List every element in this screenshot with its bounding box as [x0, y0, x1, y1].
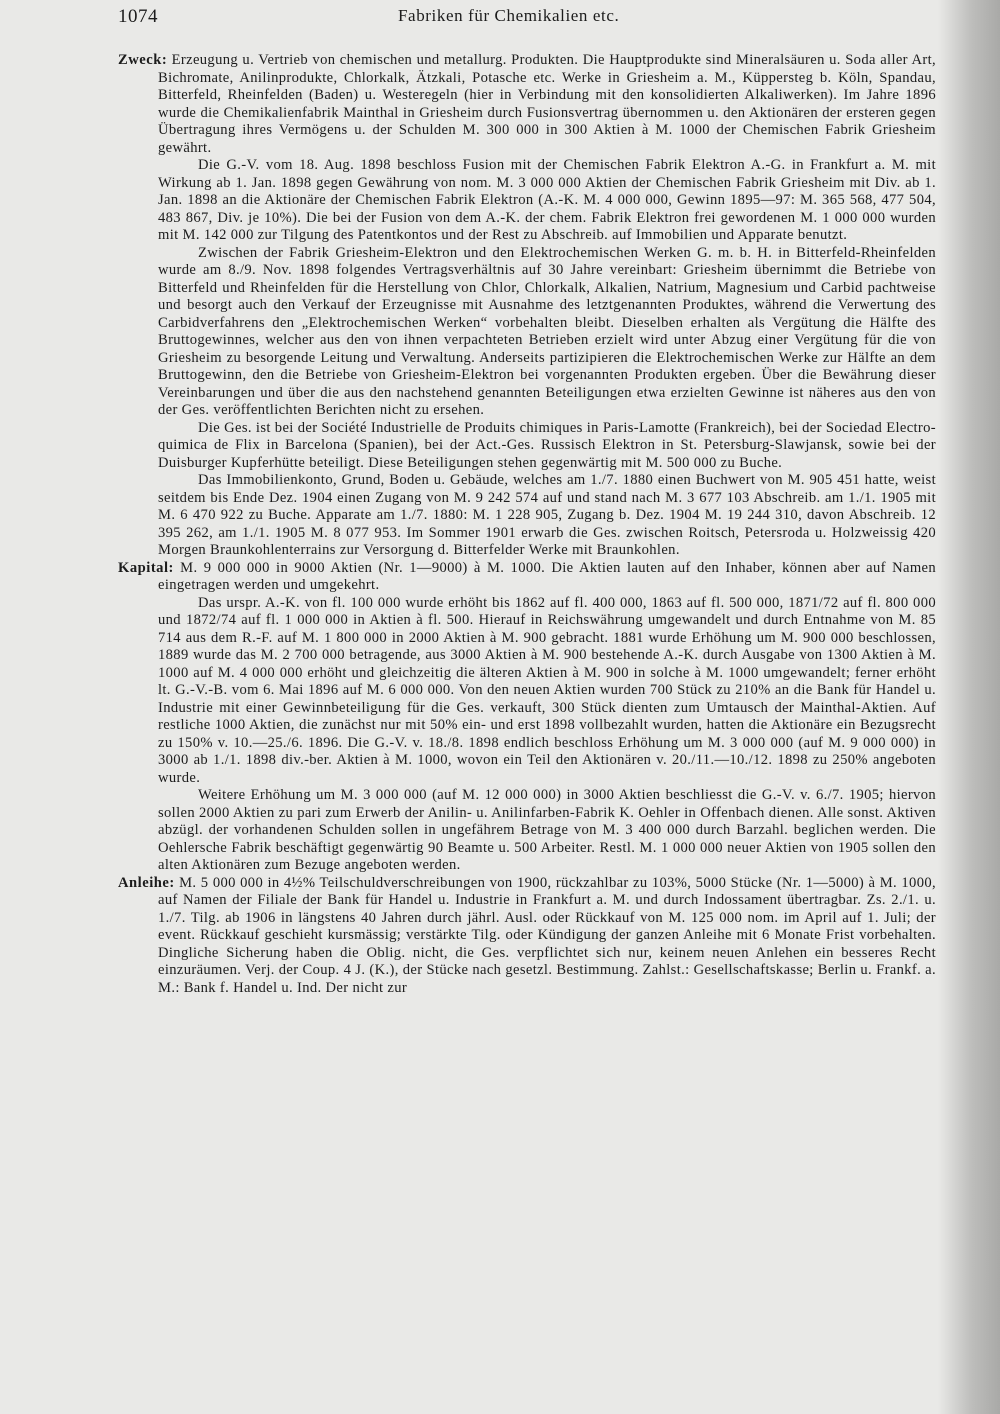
anleihe-text-1: M. 5 000 000 in 4½% Teilschuldverschreibungen von 1900, rückzahlbar zu 103%, 5000 Stücke (Nr. 1—5000) à M. 1000, auf Namen der Filiale der Bank für Handel u. Industrie in Frankfurt a. M. und durch Indossament übertragbar. Zs. 2./1. u. 1./7. Tilg. ab 1906 in längstens 40 Jahren durch jährl. Ausl. oder Rückkauf von M. 125 000 nom. im April auf 1. Juli; der event. Rückkauf geschieht kursmässig; verstärkte Tilg. oder Kündigung der ganzen Anleihe mit 6 Monate Frist vorbehalten. Dingliche Sicherung haben die Oblig. nicht, die Ges. verpflichtet sich nur, keinem neuen Anlehen ein besseres Recht einzuräumen. Verj. der Coup. 4 J. (K.), der Stücke nach gesetzl. Bestimmung. Zahlst.: Gesellschaftskasse; Berlin u. Frankf. a. M.: Bank f. Handel u. Ind. Der nicht zur	[158, 874, 936, 996]
kapital-label: Kapital:	[118, 559, 174, 576]
zweck-real-estate-paragraph: Das Immobilienkonto, Grund, Boden u. Gebäude, welches am 1./7. 1880 einen Buchwert von M. 905 451 hatte, weist seitdem bis Ende Dez. 1904 einen Zugang von M. 9 242 574 auf und stand nach M. 3 677 103 Abschreib. am 1./1. 1905 mit M. 6 470 922 zu Buche. Apparate am 1./7. 1880: M. 1 228 905, Zugang b. Dez. 1904 M. 19 244 310, davon Abschreib. 12 395 262, am 1./1. 1905 M. 8 077 953. Im Sommer 1901 erwarb die Ges. zwischen Roitsch, Petersroda u. Holzweissig 420 Morgen Braunkohlenterrains zur Versorgung d. Bitterfelder Werke mit Braunkohlen.	[158, 472, 936, 558]
zweck-contract-paragraph: Zwischen der Fabrik Griesheim-Elektron und den Elektrochemischen Werken G. m. b. H. in Bitterfeld-Rheinfelden wurde am 8./9. Nov. 1898 folgendes Vertragsverhältnis auf 30 Jahre vereinbart: Griesheim übernimmt die Betriebe von Bitterfeld und Rheinfelden für die Herstellung von Chlor, Chlorkalk, Alkalien, Natrium, Magnesium und Carbid pachtweise und besorgt auch den Verkauf der Erzeugnisse mit Ausnahme des letztgenannten Produktes, während die Verwertung des Carbidverfahrens den „Elektrochemischen Werken“ vorbehalten bleibt. Dieselben erhalten als Vergütung die Hälfte des Bruttogewinnes, welcher aus den von ihnen verpachteten Betrieben erzielt wird unter Abzug einer Vergütung für die von Griesheim zu besorgende Leitung und Verwaltung. Anderseits partizipieren die Elektrochemischen Werke zur Hälfte an dem Bruttogewinn, den die Betriebe von Griesheim-Elektron bei vorgenannten Produkten ergeben. Über die Bewährung dieser Vereinbarungen und über die aus den nachstehend genannten Beteiligungen etwa erzielten Gewinne ist näheres aus den von der Ges. veröffentlichten Berichten nicht zu ersehen.	[158, 244, 936, 418]
kapital-paragraph	[118, 560, 936, 595]
zweck-label: Zweck:	[118, 52, 168, 68]
page-number: 1074	[118, 6, 158, 27]
zweck-text-1: Erzeugung u. Vertrieb von chemischen und metallurg. Produkten. Die Hauptprodukte sind Mineralsäuren u. Soda aller Art, Bichromate, Anilinprodukte, Chlorkalk, Ätzkali, Potasche etc. Werke in Griesheim a. M., Küppersteg b. Köln, Spandau, Bitterfeld, Rheinfelden (Baden) u. Westeregeln (hier in Verbindung mit den konsolidierten Alkaliwerken). Im Jahre 1896 wurde die Chemikalienfabrik Mainthal in Griesheim durch Fusionsvertrag übernommen u. den Aktionären der ersteren gegen Übertragung ihres Vermögens u. der Schulden M. 300 000 in 300 Aktien à M. 1000 der Chemischen Fabrik Griesheim gewährt.	[158, 52, 936, 156]
zweck-paragraph	[118, 52, 936, 157]
page-header	[118, 6, 938, 32]
kapital-text-1: M. 9 000 000 in 9000 Aktien (Nr. 1—9000) à M. 1000. Die Aktien lauten auf den Inhaber, können aber auf Namen eingetragen werden und umgekehrt.	[158, 559, 936, 593]
body-text	[118, 52, 936, 997]
kapital-increase-paragraph: Weitere Erhöhung um M. 3 000 000 (auf M. 12 000 000) in 3000 Aktien beschliesst die G.-V. v. 6./7. 1905; hiervon sollen 2000 Aktien zu pari zum Erwerb der Anilin- u. Anilinfarben-Fabrik K. Oehler in Offenbach dienen. Alle sonst. Aktiven abzügl. der vorhandenen Schulden sollen in ungefährem Betrage von M. 3 400 000 durch Barzahl. beglichen werden. Die Oehlersche Fabrik beschäftigt gegenwärtig 90 Beamte u. 500 Arbeiter. Restl. M. 1 000 000 neuer Aktien von 1905 sollen den alten Aktionären zum Bezuge angeboten werden.	[158, 787, 936, 873]
anleihe-paragraph	[118, 875, 936, 998]
anleihe-label: Anleihe:	[118, 874, 175, 891]
kapital-history-paragraph: Das urspr. A.-K. von fl. 100 000 wurde erhöht bis 1862 auf fl. 400 000, 1863 auf fl. 500 000, 1871/72 auf fl. 800 000 und 1872/74 auf fl. 1 000 000 in Aktien à fl. 500. Hierauf in Reichswährung umgewandelt und durch Entnahme von M. 85 714 aus dem R.-F. auf M. 1 800 000 in 2000 Aktien à M. 900 gebracht. 1881 wurde Erhöhung um M. 900 000 beschlossen, 1889 wurde das M. 2 700 000 betragende, aus 3000 Aktien à M. 900 bestehende A.-K. durch Ausgabe von 1300 Aktien à M. 1000 auf M. 4 000 000 erhöht und gleichzeitig die älteren Aktien à M. 900 in solche à M. 1000 umgewandelt; ferner erhöht lt. G.-V.-B. vom 6. Mai 1896 auf M. 6 000 000. Von den neuen Aktien wurden 700 Stück zu 210% an die Bank für Handel u. Industrie mit einer Gewinnbeteiligung für die Ges. verkauft, 300 Stück dienten zum Umtausch der Mainthal-Aktien. Auf restliche 1000 Aktien, die zunächst nur mit 50% ein- und erst 1898 vollbezahlt wurden, hatten die Aktionäre ein Bezugsrecht zu 150% v. 10.—25./6. 1896. Die G.-V. v. 18./8. 1898 endlich beschloss Erhöhung um M. 3 000 000 (auf M. 9 000 000) in 3000 ab 1./1. 1898 div.-ber. Aktien à M. 1000, wovon ein Teil den Aktionären v. 20./11.—10./12. 1898 zu 250% angeboten wurde.	[158, 594, 936, 786]
zweck-fusion-paragraph: Die G.-V. vom 18. Aug. 1898 beschloss Fusion mit der Chemischen Fabrik Elektron A.-G. in Frankfurt a. M. mit Wirkung ab 1. Jan. 1898 gegen Gewährung von nom. M. 3 000 000 Aktien der Chemischen Fabrik Griesheim mit Div. ab 1. Jan. 1898 an die Aktionäre der Chemischen Fabrik Elektron (A.-K. M. 4 000 000, Gewinn 1895—97: M. 365 568, 477 504, 483 867, Div. je 10%). Die bei der Fusion von dem A.-K. der chem. Fabrik Elektron frei gewordenen M. 1 000 000 wurden mit M. 142 000 zur Tilgung des Patentkontos und der Rest zu Abschreib. auf Immobilien und Apparate benutzt.	[158, 157, 936, 243]
running-title: Fabriken für Chemikalien etc.	[398, 6, 620, 25]
zweck-participation-paragraph: Die Ges. ist bei der Société Industrielle de Produits chimiques in Paris-Lamotte (Frankreich), bei der Sociedad Electro-quimica de Flix in Barcelona (Spanien), bei der Act.-Ges. Russisch Elektron in St. Petersburg-Slawjansk, sowie bei der Duisburger Kupferhütte beteiligt. Diese Beteiligungen stehen gegenwärtig mit M. 500 000 zu Buche.	[158, 419, 936, 471]
page-edge-shadow	[938, 0, 1000, 1414]
